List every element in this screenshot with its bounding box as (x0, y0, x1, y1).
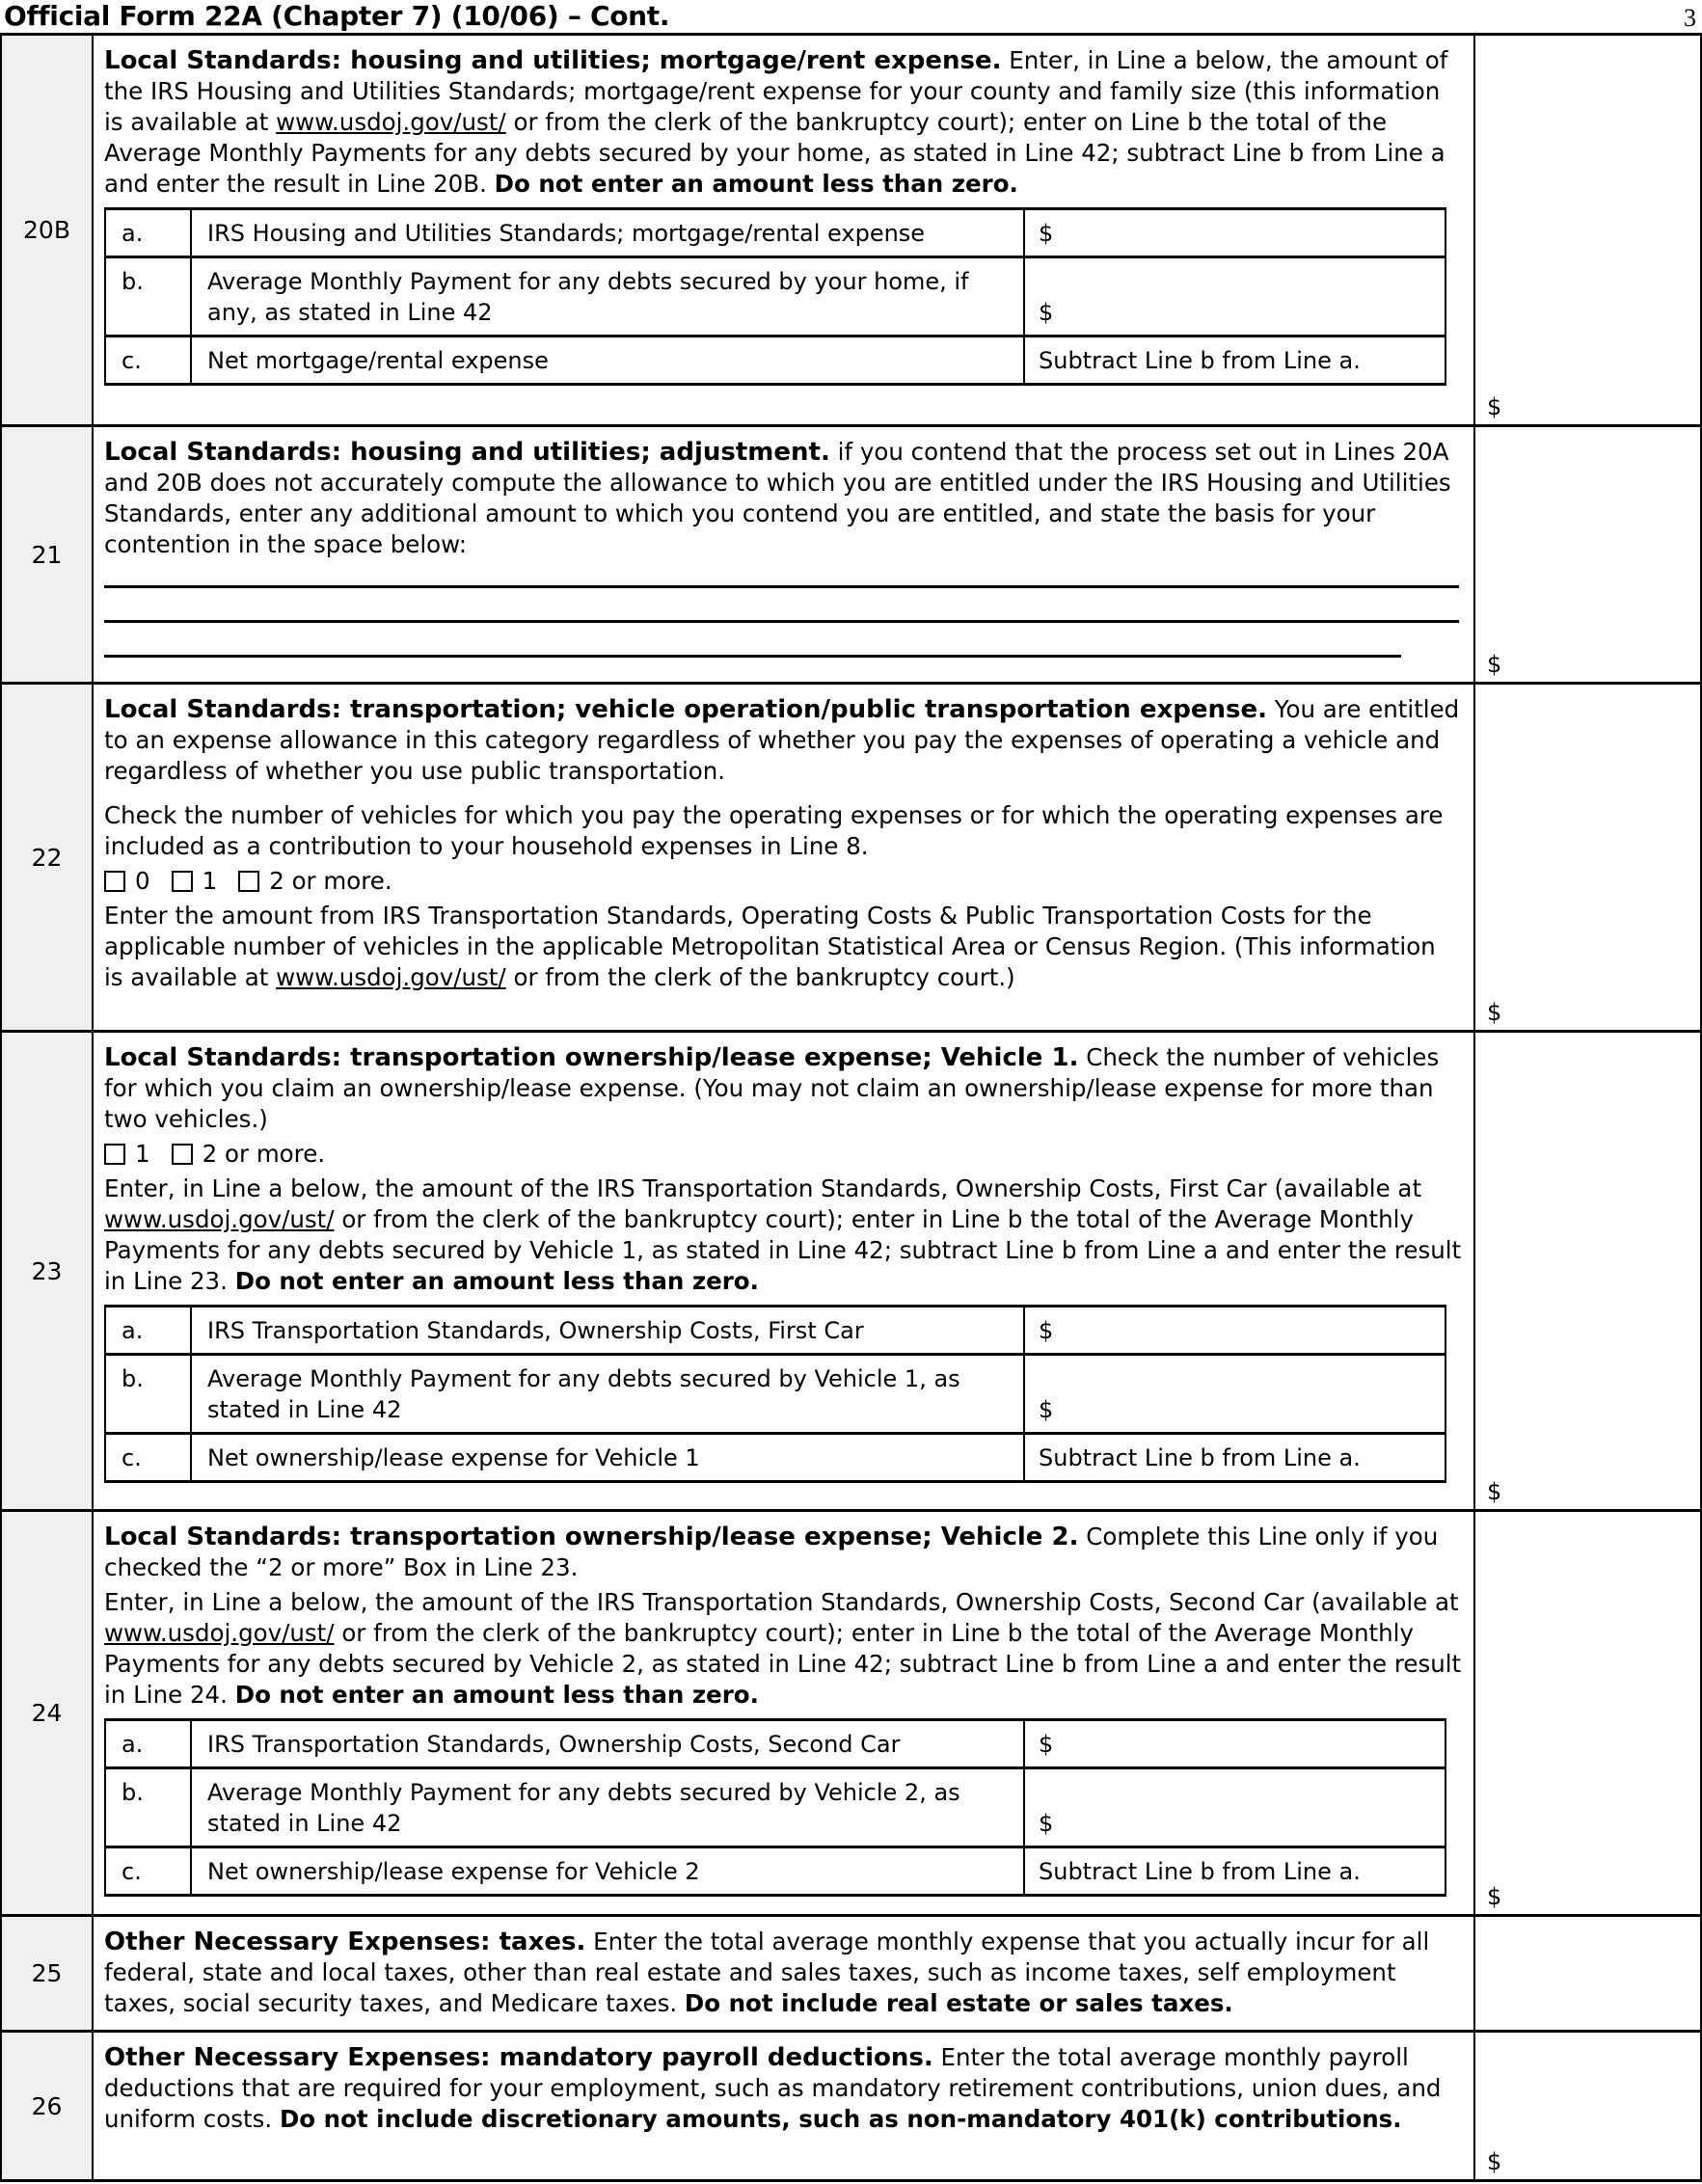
line-26-row (0, 2033, 1702, 2182)
instruction-text: or from the clerk of the bankruptcy court); enter on Line b the total of the Average Monthly Payments for any debts secured by your home, as stated in Line 42; subtract Line b from Line a and enter the result in Line 20B. (104, 108, 1445, 198)
line-number: 24 (0, 1512, 94, 1914)
sub-row-letter: b. (105, 257, 191, 337)
line-title: Local Standards: transportation; vehicle operation/public transportation expense. (104, 695, 1267, 724)
line-23-subtable (104, 1305, 1446, 1483)
line-title: Local Standards: housing and utilities; adjustment. (104, 438, 830, 467)
line-number: 22 (0, 685, 94, 1030)
usdoj-link[interactable]: www.usdoj.gov/ust/ (104, 1619, 335, 1647)
amount-instructions (104, 1173, 1462, 1297)
checkbox[interactable] (172, 871, 193, 892)
line-25-row (0, 1917, 1702, 2033)
vehicle-count-option[interactable] (104, 866, 150, 897)
line-number: 25 (0, 1917, 94, 2030)
checkbox-label: 2 or more. (202, 1140, 326, 1168)
vehicle-count-options (104, 866, 1462, 897)
sub-row-description: Average Monthly Payment for any debts secured by Vehicle 1, as stated in Line 42 (191, 1355, 1024, 1434)
contention-basis-field[interactable] (104, 585, 1462, 658)
warning-text: Do not enter an amount less than zero. (234, 1267, 759, 1295)
line-22-row (0, 685, 1702, 1033)
instructions (104, 437, 1462, 560)
sub-row-description: Average Monthly Payment for any debts secured by Vehicle 2, as stated in Line 42 (191, 1768, 1024, 1847)
instructions (104, 694, 1462, 787)
dollar-sign: $ (1487, 1478, 1502, 1505)
dollar-sign: $ (1487, 2148, 1502, 2175)
sub-row-value-input[interactable]: $ (1024, 209, 1445, 257)
line-24-row (0, 1512, 1702, 1917)
line-22-amount-field[interactable] (1473, 685, 1702, 1030)
line-21-amount-field[interactable] (1473, 427, 1702, 682)
sub-row-description: Average Monthly Payment for any debts secured by your home, if any, as stated in Line 42 (191, 257, 1024, 337)
line-number: 23 (0, 1033, 94, 1509)
warning-text: Do not include discretionary amounts, such as non-mandatory 401(k) contributions. (279, 2105, 1402, 2133)
instruction-text: or from the clerk of the bankruptcy court); enter in Line b the total of the Average Monthly Payments for any debts secured by Vehicle 1, as stated in Line 42; subtract Line b from Line a and enter the result in Line 23. (104, 1205, 1462, 1295)
instruction-text: Enter, in Line a below, the amount of the IRS Transportation Standards, Ownership Costs, First Car (available at (104, 1174, 1422, 1202)
warning-text: Do not enter an amount less than zero. (494, 170, 1018, 198)
sub-row-letter: c. (105, 1847, 191, 1896)
checkbox[interactable] (104, 1144, 125, 1165)
vehicle-count-instructions: Check the number of vehicles for which you pay the operating expenses or for which the operating expenses are included as a contribution to your household expenses in Line 8. (104, 801, 1444, 860)
sub-row-letter: a. (105, 1720, 191, 1768)
dollar-sign: $ (1487, 393, 1502, 420)
line-20b-content (94, 36, 1473, 424)
sub-row-description: Net ownership/lease expense for Vehicle 1 (191, 1434, 1024, 1482)
sub-row-a (105, 209, 1445, 257)
line-21-row (0, 427, 1702, 685)
warning-text: Do not include real estate or sales taxes. (684, 1989, 1233, 2017)
sub-row-description: Net mortgage/rental expense (191, 337, 1024, 385)
sub-row-b (105, 1355, 1445, 1434)
sub-row-description: IRS Transportation Standards, Ownership Costs, First Car (191, 1307, 1024, 1355)
amount-instructions (104, 1587, 1462, 1711)
sub-row-value-input[interactable]: $ (1024, 1355, 1445, 1434)
sub-row-letter: b. (105, 1355, 191, 1434)
line-20b-amount-field[interactable] (1473, 36, 1702, 424)
instruction-text: Enter, in Line a below, the amount of the IRS Transportation Standards, Ownership Costs, Second Car (available at (104, 1588, 1459, 1616)
instruction-text: Enter, in Line a below, the amount of the IRS Housing and Utilities Standards; mortgage/rent expense for your county and family size (this information is available at (104, 46, 1448, 136)
line-number: 26 (0, 2033, 94, 2179)
line-23-content (94, 1033, 1473, 1509)
sub-row-value-note: Subtract Line b from Line a. (1024, 1434, 1445, 1482)
vehicle-count-option[interactable] (238, 866, 392, 897)
usdoj-link[interactable]: www.usdoj.gov/ust/ (276, 108, 506, 136)
page-header (0, 0, 1702, 33)
dollar-sign: $ (1487, 1883, 1502, 1910)
instruction-text: Enter the total average monthly payroll deductions that are required for your employment, such as mandatory retirement contributions, union dues, and uniform costs. (104, 2043, 1442, 2133)
sub-row-description: IRS Transportation Standards, Ownership Costs, Second Car (191, 1720, 1024, 1768)
instruction-text: Enter the amount from IRS Transportation Standards, Operating Costs & Public Transportation Costs for the applicable number of vehicles in the applicable Metropolitan Statistical Area or Census Region. (This information is available at (104, 902, 1436, 991)
sub-row-a (105, 1307, 1445, 1355)
line-22-content (94, 685, 1473, 1030)
line-title: Local Standards: transportation ownership/lease expense; Vehicle 2. (104, 1523, 1079, 1551)
sub-row-c (105, 1847, 1445, 1896)
checkbox-label: 0 (135, 867, 150, 895)
sub-row-b (105, 257, 1445, 337)
write-in-line[interactable] (104, 620, 1459, 623)
sub-row-letter: b. (105, 1768, 191, 1847)
usdoj-link[interactable]: www.usdoj.gov/ust/ (276, 963, 506, 991)
line-title: Local Standards: transportation ownership/lease expense; Vehicle 1. (104, 1043, 1079, 1072)
line-number: 21 (0, 427, 94, 682)
warning-text: Do not enter an amount less than zero. (234, 1681, 759, 1709)
instruction-text: Check the number of vehicles for which you claim an ownership/lease expense. (You may not claim an ownership/lease expense for more than two vehicles.) (104, 1043, 1440, 1133)
line-26-amount-field[interactable] (1473, 2033, 1702, 2179)
line-title: Other Necessary Expenses: taxes. (104, 1928, 586, 1956)
sub-row-letter: c. (105, 337, 191, 385)
write-in-line[interactable] (104, 655, 1401, 658)
line-title: Local Standards: housing and utilities; mortgage/rent expense. (104, 46, 1002, 75)
line-23-amount-field[interactable] (1473, 1033, 1702, 1509)
checkbox-label: 1 (135, 1140, 150, 1168)
sub-row-c (105, 1434, 1445, 1482)
page-number: 3 (1684, 4, 1696, 32)
line-25-amount-field[interactable] (1473, 1917, 1702, 2030)
instruction-text: if you contend that the process set out in Lines 20A and 20B does not accurately compute the allowance to which you are entitled under the IRS Housing and Utilities Standards, enter any additional amount to which you contend you are entitled, and state the basis for your contention in the space below: (104, 438, 1451, 558)
dollar-sign: $ (1487, 999, 1502, 1026)
line-26-content (94, 2033, 1473, 2179)
vehicle-count-option[interactable] (104, 1139, 150, 1170)
checkbox[interactable] (238, 871, 259, 892)
sub-row-value-input[interactable]: $ (1024, 257, 1445, 337)
sub-row-description: IRS Housing and Utilities Standards; mortgage/rental expense (191, 209, 1024, 257)
instruction-text: Complete this Line only if you checked the “2 or more” Box in Line 23. (104, 1523, 1439, 1581)
sub-row-b (105, 1768, 1445, 1847)
write-in-line[interactable] (104, 585, 1459, 588)
line-21-content (94, 427, 1473, 682)
instruction-text: You are entitled to an expense allowance in this category regardless of whether you pay the expenses of operating a vehicle and regardless of whether you use public transportation. (104, 695, 1460, 785)
line-23-row (0, 1033, 1702, 1512)
line-20b-subtable (104, 207, 1446, 386)
checkbox[interactable] (172, 1144, 193, 1165)
usdoj-link[interactable]: www.usdoj.gov/ust/ (104, 1205, 335, 1233)
sub-row-value-note: Subtract Line b from Line a. (1024, 1847, 1445, 1896)
instruction-text: or from the clerk of the bankruptcy court.) (505, 963, 1015, 991)
checkbox-label: 2 or more. (269, 867, 392, 895)
instruction-text: Enter the total average monthly expense that you actually incur for all federal, state and local taxes, other than real estate and sales taxes, such as income taxes, self employment taxes, social security taxes, and Medicare taxes. (104, 1928, 1430, 2017)
instructions (104, 1927, 1462, 2019)
line-title: Other Necessary Expenses: mandatory payroll deductions. (104, 2043, 933, 2072)
checkbox[interactable] (104, 871, 125, 892)
line-24-content (94, 1512, 1473, 1914)
amount-instructions (104, 901, 1462, 993)
instructions (104, 1522, 1462, 1583)
vehicle-count-option[interactable] (172, 1139, 325, 1170)
sub-row-letter: a. (105, 209, 191, 257)
instructions (104, 2042, 1462, 2135)
sub-row-value-input[interactable]: $ (1024, 1307, 1445, 1355)
vehicle-count-option[interactable] (172, 866, 218, 897)
sub-row-description: Net ownership/lease expense for Vehicle 2 (191, 1847, 1024, 1896)
sub-row-a (105, 1720, 1445, 1768)
line-24-subtable (104, 1718, 1446, 1897)
instruction-text: or from the clerk of the bankruptcy court); enter in Line b the total of the Average Monthly Payments for any debts secured by Vehicle 2, as stated in Line 42; subtract Line b from Line a and enter the result in Line 24. (104, 1619, 1462, 1709)
instructions (104, 45, 1462, 200)
line-24-amount-field[interactable] (1473, 1512, 1702, 1914)
line-25-content (94, 1917, 1473, 2030)
form-title: Official Form 22A (Chapter 7) (10/06) – Cont. (4, 0, 670, 32)
line-number: 20B (0, 36, 94, 424)
line-20b-row (0, 36, 1702, 427)
sub-row-letter: a. (105, 1307, 191, 1355)
sub-row-value-note: Subtract Line b from Line a. (1024, 337, 1445, 385)
sub-row-c (105, 337, 1445, 385)
ownership-vehicle-count-options (104, 1139, 1462, 1170)
checkbox-label: 1 (202, 867, 218, 895)
sub-row-value-input[interactable]: $ (1024, 1768, 1445, 1847)
dollar-sign: $ (1487, 651, 1502, 678)
sub-row-letter: c. (105, 1434, 191, 1482)
form-table (0, 33, 1702, 2182)
sub-row-value-input[interactable]: $ (1024, 1720, 1445, 1768)
instructions (104, 1042, 1462, 1135)
